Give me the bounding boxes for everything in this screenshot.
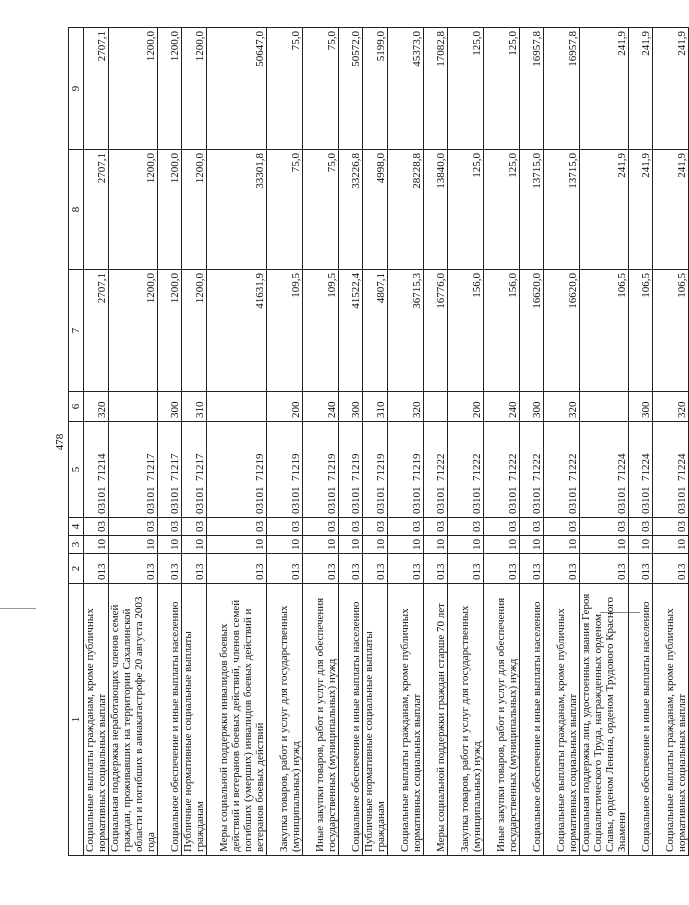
target-article-program: 03101 (507, 486, 519, 514)
col-header: 7 (69, 270, 84, 392)
cell-amount-col9: 75,0 (267, 28, 303, 150)
cell-amount-col7: 36715,3 (388, 270, 424, 392)
table-row (448, 28, 484, 856)
cell-amount-col7: 1200,0 (158, 270, 182, 392)
cell-target-article (448, 422, 484, 518)
row-name: Иные закупки товаров, работ и услуг для обеспечения государственных (муниципальных) нужд (484, 584, 520, 856)
cell-subsection: 03 (629, 518, 653, 536)
row-name: Социальное обеспечение и иные выплаты населению (339, 584, 363, 856)
target-article-program: 03101 (96, 486, 108, 514)
cell-expense-type: 240 (484, 392, 520, 422)
row-name: Закупка товаров, работ и услуг для государственных (муниципальных) нужд (448, 584, 484, 856)
target-article-direction: 71217 (169, 453, 181, 481)
cell-section: 10 (484, 536, 520, 554)
row-name: Социальное обеспечение и иные выплаты населению (520, 584, 544, 856)
row-name: Социальное обеспечение и иные выплаты населению (629, 584, 653, 856)
cell-target-article (388, 422, 424, 518)
cell-target-article (84, 422, 109, 518)
table-row (363, 28, 388, 856)
table-row (267, 28, 303, 856)
cell-section: 10 (207, 536, 267, 554)
target-article-program: 03101 (290, 486, 302, 514)
cell-amount-col8: 241,9 (580, 150, 629, 270)
cell-section: 10 (339, 536, 363, 554)
cell-amount-col8: 1200,0 (109, 150, 158, 270)
row-name: Публичные нормативные социальные выплаты гражданам (363, 584, 388, 856)
target-article-direction: 71219 (326, 453, 338, 481)
cell-subsection: 03 (580, 518, 629, 536)
cell-expense-type: 320 (653, 392, 689, 422)
target-article-program: 03101 (567, 486, 579, 514)
cell-target-article (207, 422, 267, 518)
target-article-direction: 71222 (531, 453, 543, 481)
row-name: Публичные нормативные социальные выплаты гражданам (182, 584, 207, 856)
cell-expense-type: 200 (267, 392, 303, 422)
row-name: Меры социальной поддержки инвалидов боевых действий и ветеранов боевых действий, членов семей погибших (умерших) инвалидов боевых действий и ветеранов боевых действий (207, 584, 267, 856)
target-article-program: 03101 (471, 486, 483, 514)
cell-expense-type: 200 (448, 392, 484, 422)
cell-admin-code: 013 (484, 554, 520, 584)
cell-subsection: 03 (484, 518, 520, 536)
table-row (653, 28, 689, 856)
target-article-program: 03101 (254, 486, 266, 514)
table-row (84, 28, 109, 856)
cell-subsection: 03 (182, 518, 207, 536)
cell-amount-col8: 241,9 (629, 150, 653, 270)
cell-subsection: 03 (267, 518, 303, 536)
table-row (182, 28, 207, 856)
target-article-direction: 71219 (375, 453, 387, 481)
cell-admin-code: 013 (109, 554, 158, 584)
cell-expense-type (580, 392, 629, 422)
cell-section: 10 (303, 536, 339, 554)
cell-admin-code: 013 (424, 554, 448, 584)
cell-target-article (303, 422, 339, 518)
cell-amount-col9: 16957,8 (520, 28, 544, 150)
target-article-program: 03101 (145, 486, 157, 514)
cell-amount-col9: 125,0 (484, 28, 520, 150)
cell-target-article (182, 422, 207, 518)
cell-subsection: 03 (207, 518, 267, 536)
table-row (207, 28, 267, 856)
budget-table (68, 27, 689, 856)
cell-expense-type: 310 (363, 392, 388, 422)
cell-admin-code: 013 (339, 554, 363, 584)
cell-amount-col7: 109,5 (303, 270, 339, 392)
target-article-direction: 71219 (254, 453, 266, 481)
cell-expense-type: 320 (84, 392, 109, 422)
table-row (339, 28, 363, 856)
cell-section: 10 (363, 536, 388, 554)
col-header: 3 (69, 536, 84, 554)
table-row (158, 28, 182, 856)
target-article-direction: 71214 (96, 453, 108, 481)
cell-amount-col7: 156,0 (484, 270, 520, 392)
cell-expense-type: 300 (158, 392, 182, 422)
cell-amount-col8: 75,0 (267, 150, 303, 270)
cell-amount-col9: 241,9 (629, 28, 653, 150)
cell-amount-col7: 41631,9 (207, 270, 267, 392)
cell-section: 10 (653, 536, 689, 554)
row-name: Социальные выплаты гражданам, кроме публичных нормативных социальных выплат (653, 584, 689, 856)
target-article-program: 03101 (194, 486, 206, 514)
row-name: Меры социальной поддержки граждан старше 70 лет (424, 584, 448, 856)
cell-admin-code: 013 (629, 554, 653, 584)
col-header: 9 (69, 28, 84, 150)
cell-amount-col7: 1200,0 (109, 270, 158, 392)
cell-amount-col9: 2707,1 (84, 28, 109, 150)
cell-amount-col8: 13715,0 (544, 150, 580, 270)
cell-target-article (339, 422, 363, 518)
cell-target-article (109, 422, 158, 518)
cell-admin-code: 013 (182, 554, 207, 584)
cell-amount-col7: 4807,1 (363, 270, 388, 392)
cell-admin-code: 013 (267, 554, 303, 584)
target-article-program: 03101 (169, 486, 181, 514)
cell-subsection: 03 (109, 518, 158, 536)
cell-target-article (267, 422, 303, 518)
cell-amount-col7: 106,5 (580, 270, 629, 392)
cell-expense-type: 300 (520, 392, 544, 422)
target-article-direction: 71219 (350, 453, 362, 481)
cell-expense-type: 310 (182, 392, 207, 422)
cell-expense-type: 300 (339, 392, 363, 422)
cell-admin-code: 013 (207, 554, 267, 584)
cell-amount-col7: 41522,4 (339, 270, 363, 392)
cell-target-article (424, 422, 448, 518)
cell-target-article (580, 422, 629, 518)
table-row (388, 28, 424, 856)
cell-amount-col7: 16620,0 (520, 270, 544, 392)
cell-subsection: 03 (84, 518, 109, 536)
target-article-direction: 71219 (290, 453, 302, 481)
target-article-program: 03101 (375, 486, 387, 514)
col-header: 1 (69, 584, 84, 856)
target-article-direction: 71224 (640, 453, 652, 481)
cell-amount-col9: 75,0 (303, 28, 339, 150)
cell-section: 10 (109, 536, 158, 554)
margin-rule (0, 608, 36, 609)
cell-amount-col8: 4998,0 (363, 150, 388, 270)
target-article-program: 03101 (531, 486, 543, 514)
cell-amount-col8: 13840,0 (424, 150, 448, 270)
target-article-direction: 71224 (616, 453, 628, 481)
cell-admin-code: 013 (520, 554, 544, 584)
cell-amount-col7: 109,5 (267, 270, 303, 392)
cell-section: 10 (267, 536, 303, 554)
cell-subsection: 03 (520, 518, 544, 536)
cell-amount-col9: 50647,0 (207, 28, 267, 150)
cell-section: 10 (520, 536, 544, 554)
col-header: 4 (69, 518, 84, 536)
cell-target-article (158, 422, 182, 518)
target-article-direction: 71222 (507, 453, 519, 481)
cell-expense-type: 320 (388, 392, 424, 422)
cell-subsection: 03 (424, 518, 448, 536)
cell-amount-col8: 1200,0 (182, 150, 207, 270)
cell-subsection: 03 (653, 518, 689, 536)
target-article-direction: 71217 (194, 453, 206, 481)
target-article-direction: 71224 (676, 453, 688, 481)
cell-amount-col7: 1200,0 (182, 270, 207, 392)
cell-amount-col7: 106,5 (629, 270, 653, 392)
cell-amount-col9: 1200,0 (182, 28, 207, 150)
cell-section: 10 (544, 536, 580, 554)
row-name: Закупка товаров, работ и услуг для государственных (муниципальных) нужд (267, 584, 303, 856)
cell-target-article (629, 422, 653, 518)
cell-amount-col9: 1200,0 (158, 28, 182, 150)
cell-section: 10 (448, 536, 484, 554)
cell-amount-col9: 241,9 (580, 28, 629, 150)
cell-target-article (363, 422, 388, 518)
col-header: 5 (69, 422, 84, 518)
cell-subsection: 03 (158, 518, 182, 536)
target-article-program: 03101 (350, 486, 362, 514)
target-article-direction: 71217 (145, 453, 157, 481)
cell-amount-col8: 75,0 (303, 150, 339, 270)
cell-expense-type: 300 (629, 392, 653, 422)
col-header: 2 (69, 554, 84, 584)
table-row (520, 28, 544, 856)
cell-amount-col8: 125,0 (448, 150, 484, 270)
cell-section: 10 (388, 536, 424, 554)
cell-expense-type (109, 392, 158, 422)
target-article-direction: 71219 (411, 453, 423, 481)
row-name: Социальные выплаты гражданам, кроме публичных нормативных социальных выплат (84, 584, 109, 856)
table-row (544, 28, 580, 856)
row-name: Социальное обеспечение и иные выплаты населению (158, 584, 182, 856)
cell-amount-col8: 241,9 (653, 150, 689, 270)
cell-amount-col9: 16957,8 (544, 28, 580, 150)
cell-subsection: 03 (388, 518, 424, 536)
target-article-program: 03101 (676, 486, 688, 514)
cell-admin-code: 013 (448, 554, 484, 584)
cell-amount-col9: 1200,0 (109, 28, 158, 150)
table-row (303, 28, 339, 856)
cell-admin-code: 013 (84, 554, 109, 584)
cell-admin-code: 013 (388, 554, 424, 584)
cell-section: 10 (629, 536, 653, 554)
cell-amount-col7: 2707,1 (84, 270, 109, 392)
cell-target-article (520, 422, 544, 518)
cell-amount-col8: 2707,1 (84, 150, 109, 270)
target-article-program: 03101 (640, 486, 652, 514)
col-header: 8 (69, 150, 84, 270)
cell-subsection: 03 (544, 518, 580, 536)
target-article-program: 03101 (435, 486, 447, 514)
target-article-program: 03101 (411, 486, 423, 514)
cell-expense-type (424, 392, 448, 422)
row-name: Социальные выплаты гражданам, кроме публичных нормативных социальных выплат (388, 584, 424, 856)
cell-admin-code: 013 (303, 554, 339, 584)
row-name: Социальные выплаты гражданам, кроме публичных нормативных социальных выплат (544, 584, 580, 856)
table-row (424, 28, 448, 856)
cell-amount-col7: 106,5 (653, 270, 689, 392)
cell-target-article (484, 422, 520, 518)
target-article-program: 03101 (326, 486, 338, 514)
cell-admin-code: 013 (580, 554, 629, 584)
target-article-direction: 71222 (567, 453, 579, 481)
cell-amount-col7: 156,0 (448, 270, 484, 392)
cell-section: 10 (424, 536, 448, 554)
cell-amount-col8: 33226,8 (339, 150, 363, 270)
cell-amount-col9: 17082,8 (424, 28, 448, 150)
cell-amount-col9: 241,9 (653, 28, 689, 150)
cell-amount-col9: 45373,0 (388, 28, 424, 150)
rotated-content (48, 28, 688, 856)
cell-admin-code: 013 (363, 554, 388, 584)
cell-admin-code: 013 (158, 554, 182, 584)
cell-amount-col8: 1200,0 (158, 150, 182, 270)
target-article-direction: 71222 (435, 453, 447, 481)
cell-expense-type: 240 (303, 392, 339, 422)
cell-amount-col8: 33301,8 (207, 150, 267, 270)
cell-subsection: 03 (448, 518, 484, 536)
target-article-direction: 71222 (471, 453, 483, 481)
cell-amount-col9: 125,0 (448, 28, 484, 150)
table-row (580, 28, 629, 856)
cell-amount-col7: 16620,0 (544, 270, 580, 392)
table-row (109, 28, 158, 856)
row-name: Иные закупки товаров, работ и услуг для обеспечения государственных (муниципальных) нужд (303, 584, 339, 856)
cell-target-article (544, 422, 580, 518)
table-row (629, 28, 653, 856)
row-name: Социальная поддержка неработающих членов семей граждан, проживавших на территории Сахалинской области и погибших в авиакатастрофе 20 августа 2003 года (109, 584, 158, 856)
cell-amount-col9: 50572,0 (339, 28, 363, 150)
col-header: 6 (69, 392, 84, 422)
cell-section: 10 (158, 536, 182, 554)
target-article-program: 03101 (616, 486, 628, 514)
cell-amount-col8: 125,0 (484, 150, 520, 270)
row-name: Социальная поддержка лиц, удостоенных звания Героя Социалистического Труда, награжденных орденом Славы, орденом Ленина, орденом Трудового Красного Знамени (580, 584, 629, 856)
cell-expense-type: 320 (544, 392, 580, 422)
cell-section: 10 (182, 536, 207, 554)
cell-admin-code: 013 (653, 554, 689, 584)
cell-subsection: 03 (339, 518, 363, 536)
header-row (69, 28, 84, 856)
cell-target-article (653, 422, 689, 518)
cell-amount-col8: 28228,8 (388, 150, 424, 270)
cell-section: 10 (580, 536, 629, 554)
page-number: 478 (54, 433, 66, 451)
cell-subsection: 03 (303, 518, 339, 536)
cell-amount-col8: 13715,0 (520, 150, 544, 270)
cell-amount-col7: 16776,0 (424, 270, 448, 392)
cell-admin-code: 013 (544, 554, 580, 584)
table-row (484, 28, 520, 856)
cell-subsection: 03 (363, 518, 388, 536)
cell-expense-type (207, 392, 267, 422)
cell-amount-col9: 5199,0 (363, 28, 388, 150)
cell-section: 10 (84, 536, 109, 554)
